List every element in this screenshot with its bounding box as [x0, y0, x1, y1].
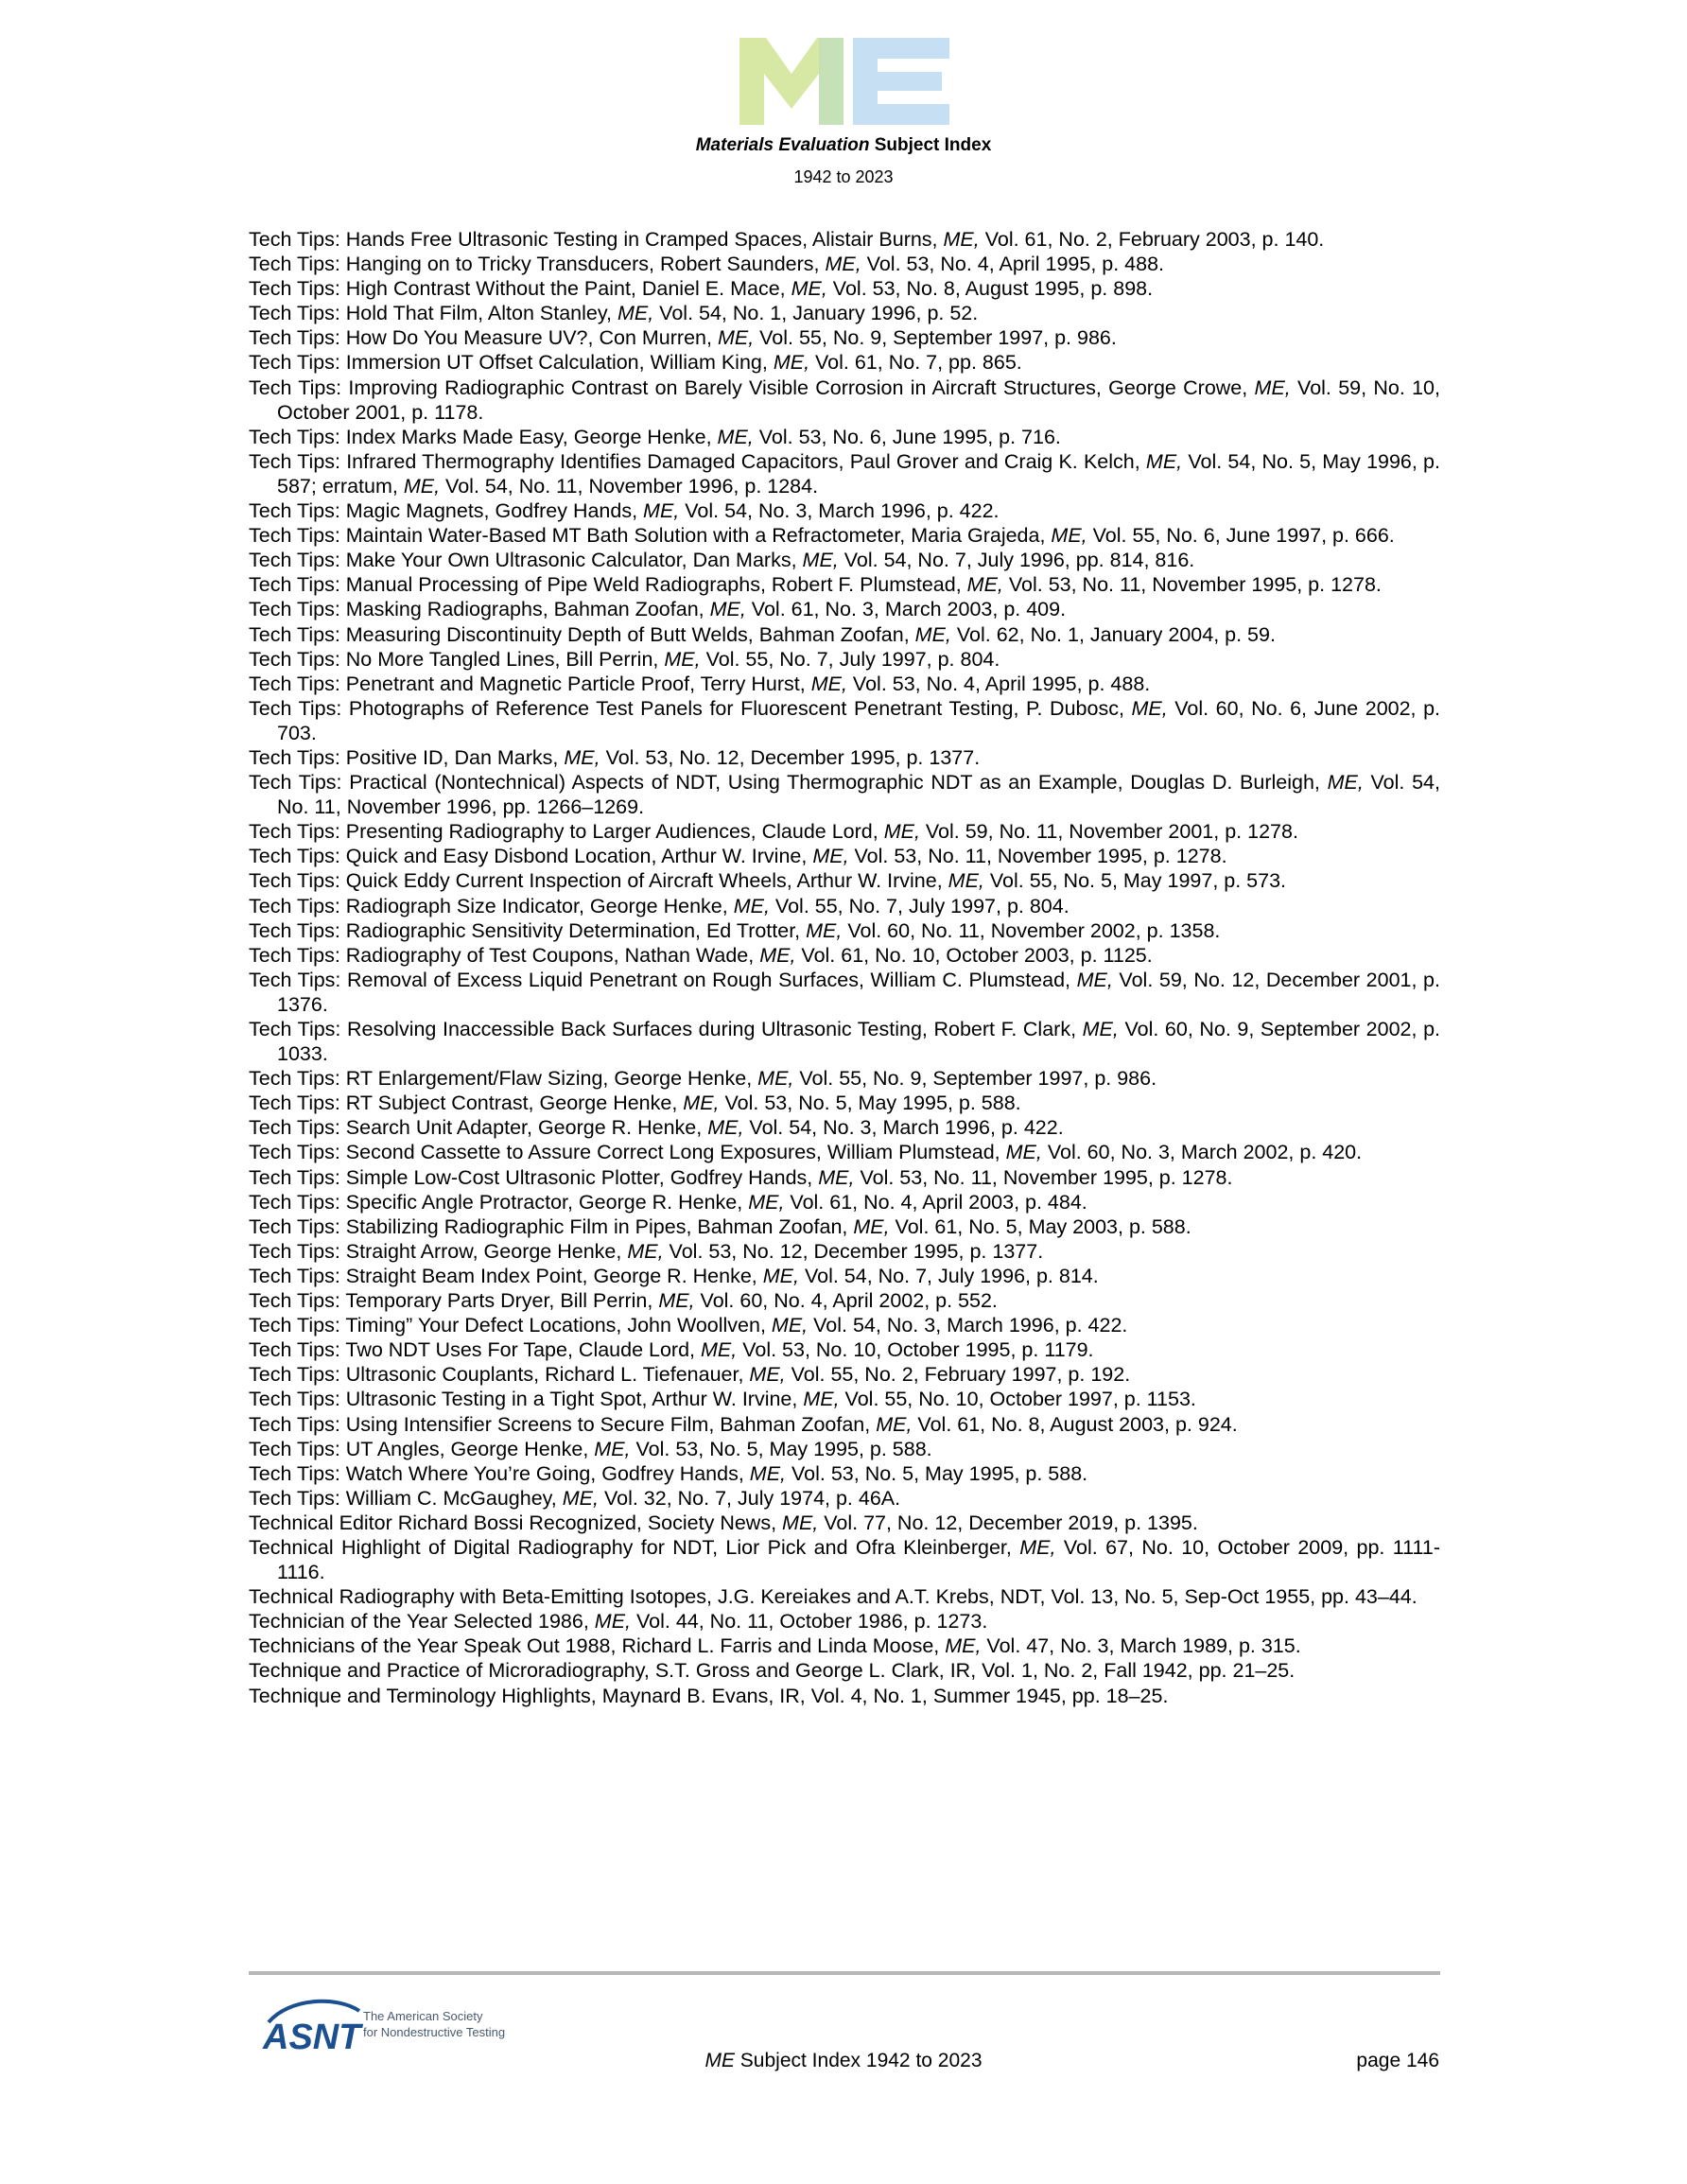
entry-text: Vol. 77, No. 12, December 2019, p. 1395. [818, 1511, 1198, 1534]
entry-journal: ME, [1145, 449, 1183, 473]
entry-text: Tech Tips: How Do You Measure UV?, Con Murren, [249, 326, 718, 350]
entry-text: Vol. 47, No. 3, March 1989, p. 315. [981, 1634, 1301, 1658]
entry-journal: ME, [757, 1067, 794, 1091]
entry-text: Vol. 61, No. 10, October 2003, p. 1125. [795, 943, 1153, 967]
index-entry [249, 1486, 1440, 1511]
index-entry [249, 1313, 1440, 1337]
entry-text: Vol. 60, No. 3, March 2002, p. 420. [1041, 1141, 1363, 1164]
index-entry [249, 770, 1440, 819]
entry-text: Tech Tips: Hands Free Ultrasonic Testing in Cramped Spaces, Alistair Burns, [249, 228, 944, 251]
entry-text: Tech Tips: No More Tangled Lines, Bill Perrin, [249, 647, 665, 671]
entry-journal: ME, [948, 869, 984, 893]
index-entry [249, 1264, 1440, 1288]
index-entry [249, 572, 1440, 597]
entry-text: Tech Tips: Infrared Thermography Identifies Damaged Capacitors, Paul Grover and Craig K. Kelch, [249, 449, 1146, 473]
entry-text: Technique and Terminology Highlights, Maynard B. Evans, IR, Vol. 4, No. 1, Summer 1945, pp. 18–25. [249, 1684, 1169, 1707]
entry-text: Tech Tips: Hanging on to Tricky Transducers, Robert Saunders, [249, 253, 826, 276]
entry-text: Vol. 55, No. 9, September 1997, p. 986. [793, 1067, 1157, 1091]
entry-text: Tech Tips: Quick Eddy Current Inspection of Aircraft Wheels, Arthur W. Irvine, [249, 869, 948, 893]
index-entry [249, 1658, 1440, 1683]
entry-text: Tech Tips: Ultrasonic Couplants, Richard L. Tiefenauer, [249, 1363, 750, 1387]
entry-text: Vol. 53, No. 10, October 1995, p. 1179. [737, 1338, 1094, 1362]
entry-journal: ME, [945, 1634, 982, 1658]
entry-text: Vol. 67, No. 10, October 2009, pp. 1111-1116. [277, 1535, 1440, 1584]
entry-text: Tech Tips: Ultrasonic Testing in a Tight Spot, Arthur W. Irvine, [249, 1388, 804, 1411]
index-entry [249, 918, 1440, 943]
index-entry [249, 227, 1440, 252]
entry-journal: ME, [1005, 1141, 1042, 1164]
entry-journal: ME, [643, 499, 680, 523]
entry-journal: ME, [812, 845, 849, 868]
entry-text: Vol. 55, No. 6, June 1997, p. 666. [1087, 524, 1395, 548]
entry-text: Tech Tips: Resolving Inaccessible Back Surfaces during Ultrasonic Testing, Robert F. Clark, [249, 1018, 1083, 1040]
entry-text: Tech Tips: Hold That Film, Alton Stanley, [249, 302, 617, 325]
entry-text: Tech Tips: Radiography of Test Coupons, Nathan Wade, [249, 943, 760, 967]
entry-journal: ME, [1254, 376, 1291, 399]
entry-text: Vol. 53, No. 4, April 1995, p. 488. [846, 672, 1151, 695]
entry-journal: ME, [943, 228, 980, 251]
entry-journal: ME, [1082, 1018, 1119, 1040]
entry-text: Vol. 54, No. 7, July 1996, pp. 814, 816. [838, 549, 1195, 572]
entry-text: Vol. 55, No. 7, July 1997, p. 804. [769, 894, 1070, 917]
index-entry [249, 1684, 1440, 1708]
entry-journal: ME, [810, 672, 847, 695]
entry-journal: ME, [773, 351, 810, 375]
entry-text: Vol. 54, No. 3, March 1996, p. 422. [743, 1116, 1064, 1140]
index-entry [249, 252, 1440, 276]
asnt-logo [261, 1994, 507, 2056]
footer-title-rest: Subject Index 1942 to 2023 [734, 2050, 983, 2071]
entry-text: Vol. 53, No. 4, April 1995, p. 488. [861, 253, 1165, 276]
entry-text: Tech Tips: Photographs of Reference Test Panels for Fluorescent Penetrant Testing, P. Dubosc, [249, 696, 1132, 720]
entry-journal: ME, [1131, 696, 1168, 720]
entry-text: Vol. 53, No. 11, November 1995, p. 1278. [1002, 573, 1382, 597]
footer-divider [249, 1971, 1440, 1975]
entry-text: Tech Tips: High Contrast Without the Paint, Daniel E. Mace, [249, 277, 791, 301]
entry-journal: ME, [876, 1412, 913, 1436]
year-range: 1942 to 2023 [793, 167, 894, 186]
index-entry [249, 1337, 1440, 1362]
entry-text: Tech Tips: William C. McGaughey, [249, 1486, 563, 1510]
index-entry [249, 1437, 1440, 1461]
entry-text: Tech Tips: Maintain Water-Based MT Bath Solution with a Refractometer, Maria Grajeda, [249, 524, 1052, 548]
entry-text: Tech Tips: Specific Angle Protractor, George R. Henke, [249, 1190, 749, 1214]
entry-text: Tech Tips: UT Angles, George Henke, [249, 1437, 595, 1460]
index-entry [249, 968, 1440, 1017]
entry-text: Tech Tips: Measuring Discontinuity Depth of Butt Welds, Bahman Zoofan, [249, 622, 915, 646]
title-rest: Subject Index [869, 135, 992, 155]
index-entry [249, 894, 1440, 918]
entry-text: Vol. 53, No. 8, August 1995, p. 898. [826, 277, 1154, 301]
entry-text: Tech Tips: Presenting Radiography to Larger Audiences, Claude Lord, [249, 820, 884, 844]
entry-journal: ME, [717, 326, 755, 350]
entry-text: Vol. 55, No. 5, May 1997, p. 573. [983, 869, 1287, 893]
entry-journal: ME, [1327, 771, 1364, 795]
entry-text: Vol. 53, No. 5, May 1995, p. 588. [786, 1461, 1088, 1485]
entry-journal: ME, [707, 1116, 744, 1140]
entry-journal: ME, [403, 474, 441, 498]
index-entry [249, 548, 1440, 572]
index-entry [249, 597, 1440, 621]
entry-text: Vol. 54, No. 11, November 1996, pp. 1266–1269. [277, 771, 1440, 819]
entry-text: Tech Tips: Watch Where You’re Going, Godfrey Hands, [249, 1461, 750, 1485]
entry-text: Tech Tips: Penetrant and Magnetic Particle Proof, Terry Hurst, [249, 672, 811, 695]
entry-journal: ME, [762, 1264, 799, 1287]
entry-text: Vol. 60, No. 6, June 2002, p. 703. [277, 696, 1441, 744]
index-entry [249, 1140, 1440, 1164]
entry-journal: ME, [966, 573, 1003, 597]
entry-text: Tech Tips: RT Enlargement/Flaw Sizing, George Henke, [249, 1067, 758, 1091]
entry-text: Vol. 55, No. 2, February 1997, p. 192. [785, 1363, 1131, 1387]
entry-text: Technical Editor Richard Bossi Recognized, Society News, [249, 1511, 783, 1534]
entry-text: Vol. 61, No. 5, May 2003, p. 588. [889, 1214, 1191, 1238]
index-entry [249, 943, 1440, 968]
entry-text: Tech Tips: Positive ID, Dan Marks, [249, 745, 565, 769]
entry-journal: ME, [683, 1092, 720, 1115]
entry-text: Tech Tips: Improving Radiographic Contrast on Barely Visible Corrosion in Aircraft Structures, George Crowe, [249, 376, 1255, 399]
entry-journal: ME, [1076, 968, 1113, 991]
entry-journal: ME, [627, 1239, 664, 1263]
logo-letter-e [853, 38, 949, 125]
entry-text: Vol. 59, No. 11, November 2001, p. 1278. [919, 820, 1298, 844]
entry-journal: ME, [914, 622, 951, 646]
index-entry [249, 350, 1440, 375]
entry-journal: ME, [748, 1190, 785, 1214]
index-entry [249, 1609, 1440, 1634]
entry-text: Tech Tips: Two NDT Uses For Tape, Claude Lord, [249, 1338, 701, 1362]
entry-text: Vol. 61, No. 7, pp. 865. [809, 351, 1022, 375]
page-title [0, 135, 1687, 156]
entry-text: Tech Tips: Using Intensifier Screens to Secure Film, Bahman Zoofan, [249, 1412, 877, 1436]
index-entry [249, 819, 1440, 844]
entry-journal: ME, [562, 1486, 599, 1510]
entry-journal: ME, [733, 894, 770, 917]
index-entry [249, 425, 1440, 449]
index-entry [249, 1214, 1440, 1239]
index-entry [249, 1511, 1440, 1535]
entry-text: Tech Tips: Immersion UT Offset Calculation, William King, [249, 351, 774, 375]
footer-journal: ME [704, 2050, 735, 2071]
entry-text: Tech Tips: Magic Magnets, Godfrey Hands, [249, 499, 644, 523]
entry-text: Vol. 44, No. 11, October 1986, p. 1273. [631, 1610, 988, 1634]
entry-journal: ME, [664, 647, 701, 671]
entry-text: Vol. 61, No. 3, March 2003, p. 409. [745, 598, 1067, 621]
index-entry [249, 276, 1440, 301]
entry-text: Vol. 54, No. 7, July 1996, p. 814. [798, 1264, 1099, 1287]
entry-text: Vol. 53, No. 12, December 1995, p. 1377. [663, 1239, 1044, 1263]
entry-text: Technical Radiography with Beta-Emitting Isotopes, J.G. Kereiakes and A.T. Krebs, NDT, Vol. 13, No. 5, Sep-Oct 1955, pp. 43–44. [249, 1585, 1417, 1609]
entry-text: Vol. 59, No. 10, October 2001, p. 1178. [277, 376, 1440, 424]
entry-journal: ME, [594, 1437, 631, 1460]
entry-journal: ME, [749, 1461, 787, 1485]
entry-text: Technical Highlight of Digital Radiography for NDT, Lior Pick and Ofra Kleinberger, [249, 1535, 1020, 1559]
entry-text: Tech Tips: Radiographic Sensitivity Determination, Ed Trotter, [249, 918, 807, 942]
entry-text: Vol. 54, No. 3, March 1996, p. 422. [679, 499, 1000, 523]
entry-text: Tech Tips: Straight Arrow, George Henke, [249, 1239, 628, 1263]
entry-text: Vol. 62, No. 1, January 2004, p. 59. [950, 622, 1276, 646]
entry-journal: ME, [802, 549, 839, 572]
entry-text: Tech Tips: Manual Processing of Pipe Weld Radiographs, Robert F. Plumstead, [249, 573, 967, 597]
entry-text: Tech Tips: Search Unit Adapter, George R. Henke, [249, 1116, 708, 1140]
entry-text: Tech Tips: Radiograph Size Indicator, George Henke, [249, 894, 734, 917]
entry-journal: ME, [1019, 1535, 1056, 1559]
entry-text: Vol. 54, No. 5, May 1996, p. 587; erratum, [277, 449, 1440, 498]
entry-journal: ME, [818, 1165, 855, 1189]
entry-text: Vol. 55, No. 10, October 1997, p. 1153. [839, 1388, 1196, 1411]
entry-journal: ME, [791, 277, 827, 301]
asnt-tagline-2: for Nondestructive Testing [363, 2025, 506, 2039]
index-entry [249, 622, 1440, 647]
index-entry [249, 1239, 1440, 1264]
index-entry [249, 745, 1440, 770]
entry-text: Vol. 53, No. 5, May 1995, p. 588. [630, 1437, 932, 1460]
entry-text: Tech Tips: Removal of Excess Liquid Penetrant on Rough Surfaces, William C. Plumstead, [249, 968, 1077, 991]
entry-text: Vol. 55, No. 9, September 1997, p. 986. [754, 326, 1117, 350]
entry-text: Tech Tips: Simple Low-Cost Ultrasonic Plotter, Godfrey Hands, [249, 1165, 819, 1189]
index-entry [249, 844, 1440, 868]
entry-text: Technique and Practice of Microradiography, S.T. Gross and George L. Clark, IR, Vol. 1, No. 2, Fall 1942, pp. 21–25. [249, 1659, 1296, 1683]
entry-text: Vol. 54, No. 1, January 1996, p. 52. [653, 302, 979, 325]
entry-text: Tech Tips: Stabilizing Radiographic Film in Pipes, Bahman Zoofan, [249, 1214, 854, 1238]
entry-text: Vol. 61, No. 2, February 2003, p. 140. [979, 228, 1325, 251]
index-entry [249, 1288, 1440, 1313]
entry-journal: ME, [806, 918, 843, 942]
index-entry [249, 1412, 1440, 1437]
entry-text: Vol. 32, No. 7, July 1974, p. 46A. [598, 1486, 901, 1510]
logo-overlap [819, 38, 844, 125]
index-entry [249, 1634, 1440, 1658]
entry-text: Vol. 60, No. 4, April 2002, p. 552. [694, 1289, 998, 1313]
entry-journal: ME, [782, 1511, 819, 1534]
me-logo [739, 38, 949, 125]
entry-journal: ME, [825, 253, 861, 276]
entry-text: Vol. 53, No. 5, May 1995, p. 588. [719, 1092, 1021, 1115]
index-entry [249, 1091, 1440, 1115]
entry-journal: ME, [803, 1388, 840, 1411]
entry-text: Vol. 53, No. 6, June 1995, p. 716. [753, 425, 1061, 448]
index-entry [249, 498, 1440, 523]
index-entry [249, 1165, 1440, 1190]
entry-text: Tech Tips: Straight Beam Index Point, George R. Henke, [249, 1264, 763, 1287]
index-entry [249, 647, 1440, 672]
index-entry [249, 449, 1440, 498]
entry-journal: ME, [1051, 524, 1087, 548]
entry-journal: ME, [771, 1314, 809, 1337]
entry-journal: ME, [658, 1289, 695, 1313]
entry-journal: ME, [853, 1214, 890, 1238]
entry-text: Vol. 55, No. 7, July 1997, p. 804. [700, 647, 1000, 671]
entry-text: Tech Tips: Index Marks Made Easy, George Henke, [249, 425, 718, 448]
entry-text: Vol. 53, No. 11, November 1995, p. 1278. [848, 845, 1227, 868]
entry-text: Vol. 53, No. 11, November 1995, p. 1278. [854, 1165, 1233, 1189]
entry-journal: ME, [749, 1363, 786, 1387]
entry-journal: ME, [759, 943, 796, 967]
asnt-logo-text: ASNT [263, 2018, 361, 2056]
entry-text: Tech Tips: Masking Radiographs, Bahman Zoofan, [249, 598, 710, 621]
index-entry [249, 325, 1440, 350]
entry-text: Vol. 61, No. 8, August 2003, p. 924. [912, 1412, 1238, 1436]
index-entry [249, 1584, 1440, 1609]
entry-journal: ME, [883, 820, 920, 844]
entry-text: Vol. 54, No. 3, March 1996, p. 422. [808, 1314, 1128, 1337]
index-entry [249, 376, 1440, 425]
index-entry [249, 523, 1440, 548]
entry-journal: ME, [717, 425, 754, 448]
entry-text: Tech Tips: Timing” Your Defect Locations, John Woollven, [249, 1314, 772, 1337]
entry-text: Vol. 54, No. 11, November 1996, p. 1284. [440, 474, 819, 498]
entry-text: Tech Tips: RT Subject Contrast, George Henke, [249, 1092, 684, 1115]
index-entry-list [249, 227, 1440, 1708]
entry-text: Tech Tips: Quick and Easy Disbond Location, Arthur W. Irvine, [249, 845, 813, 868]
index-entry [249, 301, 1440, 325]
index-entry [249, 1066, 1440, 1091]
entry-journal: ME, [594, 1610, 632, 1634]
entry-text: Vol. 61, No. 4, April 2003, p. 484. [784, 1190, 1087, 1214]
index-entry [249, 1362, 1440, 1387]
entry-text: Technician of the Year Selected 1986, [249, 1610, 595, 1634]
index-entry [249, 1017, 1440, 1066]
title-journal: Materials Evaluation [695, 135, 870, 155]
entry-text: Tech Tips: Second Cassette to Assure Correct Long Exposures, William Plumstead, [249, 1141, 1006, 1164]
index-entry [249, 1190, 1440, 1214]
index-entry [249, 696, 1440, 745]
entry-text: Tech Tips: Practical (Nontechnical) Aspects of NDT, Using Thermographic NDT as an Example, Douglas D. Burleigh, [249, 771, 1328, 795]
entry-text: Technicians of the Year Speak Out 1988, Richard L. Farris and Linda Moose, [249, 1634, 946, 1658]
entry-text: Tech Tips: Make Your Own Ultrasonic Calculator, Dan Marks, [249, 549, 803, 572]
entry-text: Vol. 60, No. 11, November 2002, p. 1358. [842, 918, 1221, 942]
asnt-tagline-1: The American Society [363, 2009, 483, 2023]
entry-text: Vol. 60, No. 9, September 2002, p. 1033. [277, 1018, 1440, 1066]
entry-journal: ME, [564, 745, 600, 769]
index-entry [249, 1387, 1440, 1411]
entry-text: Vol. 53, No. 12, December 1995, p. 1377. [600, 745, 981, 769]
index-entry [249, 1115, 1440, 1140]
entry-text: Vol. 59, No. 12, December 2001, p. 1376. [277, 968, 1440, 1016]
index-entry [249, 868, 1440, 893]
index-entry [249, 1535, 1440, 1584]
entry-journal: ME, [617, 302, 654, 325]
entry-journal: ME, [701, 1338, 738, 1362]
page-number: page 146 [1356, 2050, 1439, 2071]
index-entry [249, 1461, 1440, 1486]
entry-text: Tech Tips: Temporary Parts Dryer, Bill Perrin, [249, 1289, 659, 1313]
index-entry [249, 672, 1440, 696]
entry-journal: ME, [709, 598, 746, 621]
